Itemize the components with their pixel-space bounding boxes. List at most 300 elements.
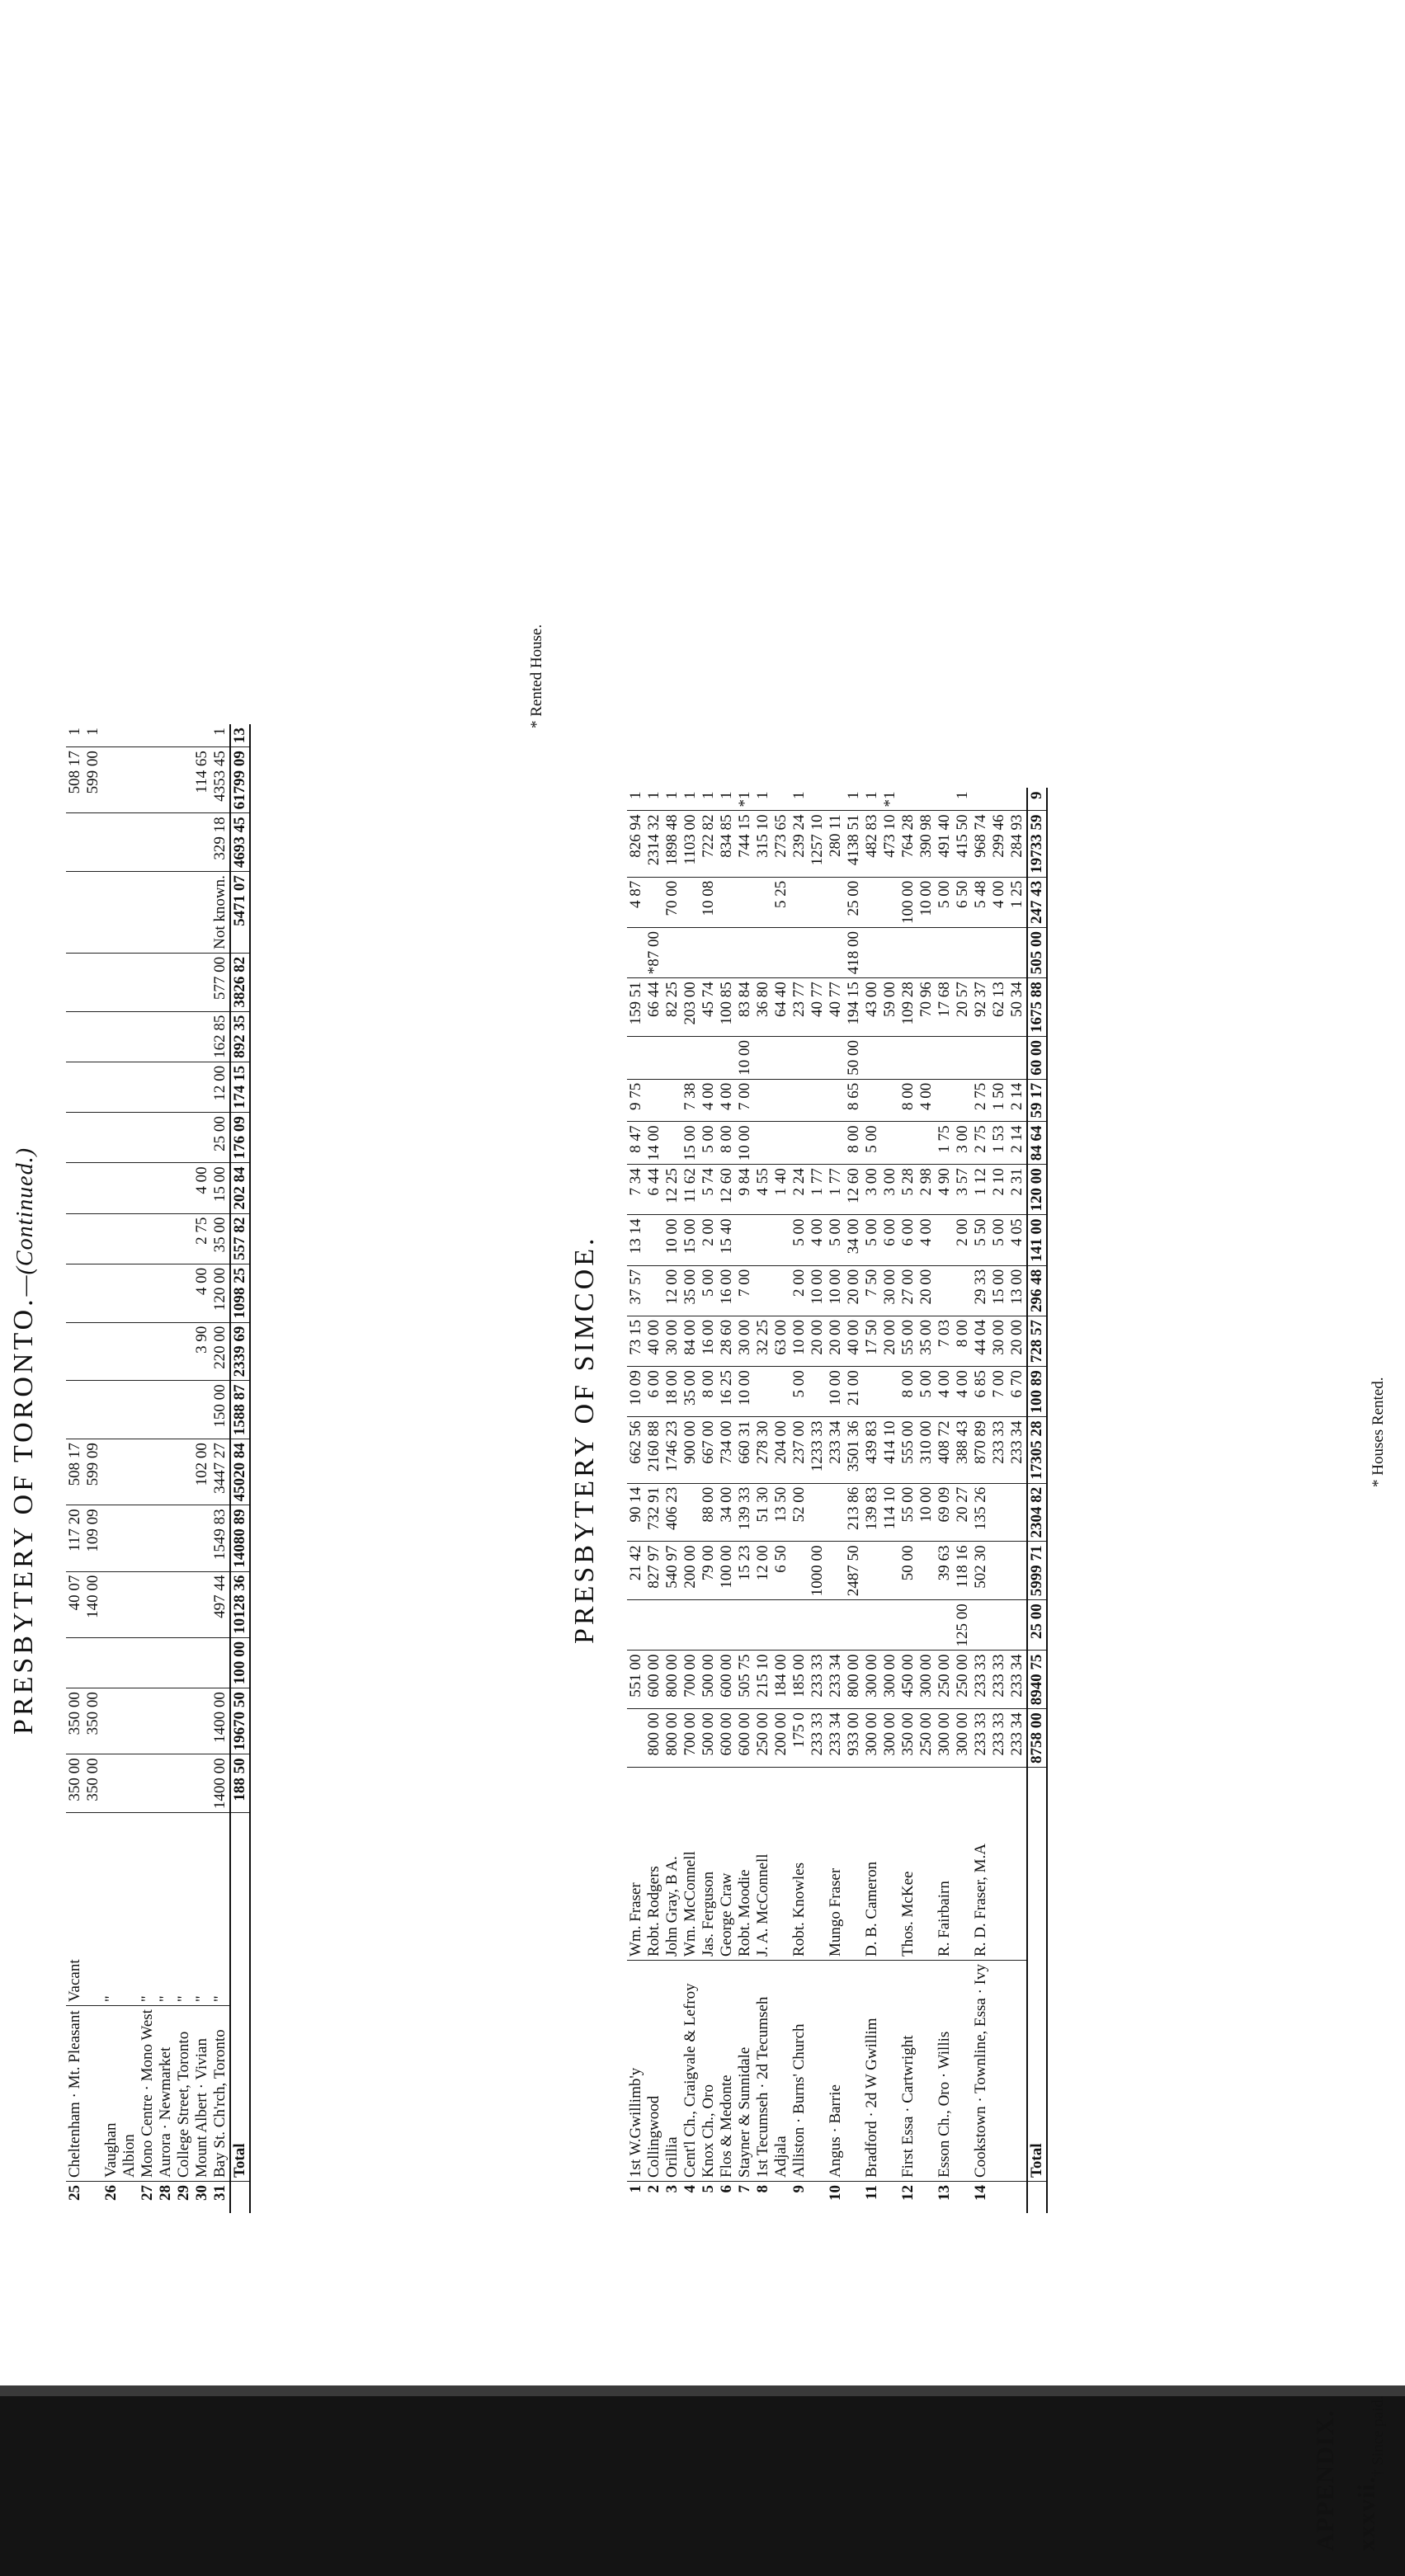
amount-cell: 200 00 [681,1542,700,1600]
amount-cell: 1103 00 [681,811,700,877]
amount-cell [102,1062,120,1112]
amount-cell: 284 93 [1008,811,1027,877]
congregation-cell: College Street, Toronto [175,2006,193,2182]
amount-cell: 233 34 [827,1651,845,1709]
amount-cell: 390 98 [917,811,936,877]
amount-cell: 551 00 [627,1651,645,1709]
table-row [66,724,84,2213]
total-cell: 141 00 [1027,1215,1047,1265]
amount-cell: 51 30 [754,1483,772,1542]
congregation-cell: Esson Ch., Oro · Willis [936,1960,954,2181]
amount-cell: 7 00 [736,1079,754,1122]
amount-cell: 18 00 [663,1367,681,1417]
amount-cell: 12 00 [754,1542,772,1600]
amount-cell: 700 00 [681,1651,700,1709]
total-cell: 60 00 [1027,1036,1047,1079]
amount-cell [627,927,645,977]
total-cell: 728 57 [1027,1316,1047,1366]
amount-cell: 125 00 [954,1600,972,1651]
amount-cell [102,872,120,954]
amount-cell: 300 00 [863,1651,881,1709]
amount-cell: 233 33 [990,1417,1008,1483]
amount-cell [881,877,899,927]
congregation-cell: Flos & Medonte [718,1960,736,2181]
amount-cell: 1 [863,788,881,811]
congregation-cell [1008,1960,1027,2181]
amount-cell: 40 77 [809,978,827,1037]
minister-cell: Robt. Rodgers [645,1767,663,1960]
amount-cell: 3501 36 [845,1417,863,1483]
amount-cell [863,927,881,977]
amount-cell: 500 00 [700,1651,718,1709]
amount-cell: 1 [627,788,645,811]
amount-cell [809,1483,827,1542]
amount-cell [881,927,899,977]
amount-cell: 83 84 [736,978,754,1037]
amount-cell: 32 25 [754,1316,772,1366]
amount-cell [66,1163,84,1213]
amount-cell [102,724,120,747]
amount-cell: 10 08 [700,877,718,927]
amount-cell [827,1483,845,1542]
amount-cell [102,1571,120,1637]
amount-cell: 1 77 [809,1165,827,1215]
table-row [120,724,139,2213]
amount-cell: 800 00 [645,1709,663,1768]
amount-cell: 3 00 [863,1165,881,1215]
amount-cell: 415 50 [954,811,972,877]
minister-cell: Vacant [66,1813,84,2006]
amount-cell: 10 00 [736,1367,754,1417]
amount-cell: 15 00 [681,1215,700,1265]
amount-cell [754,877,772,927]
amount-cell: 497 44 [211,1571,230,1637]
amount-cell: 69 09 [936,1483,954,1542]
amount-cell: 1 77 [827,1165,845,1215]
amount-cell: 1 [754,788,772,811]
amount-cell: 1 53 [990,1122,1008,1165]
amount-cell: 16 00 [718,1265,736,1316]
congregation-cell [84,2006,102,2182]
table-row [84,724,102,2213]
amount-cell [899,927,917,977]
total-blank [1027,2182,1047,2214]
total-cell: 61799 09 [230,747,250,813]
congregation-cell: Angus · Barrie [827,1960,845,2181]
amount-cell: 1 12 [972,1165,990,1215]
total-row [1027,788,1047,2213]
amount-cell [66,1062,84,1112]
amount-cell: 109 09 [84,1505,102,1571]
amount-cell [827,877,845,927]
table-row [809,788,827,2213]
amount-cell: 12 25 [663,1165,681,1215]
amount-cell [718,927,736,977]
total-cell: 100 89 [1027,1367,1047,1417]
table-row [700,788,718,2213]
amount-cell: 491 40 [936,811,954,877]
amount-cell: 90 14 [627,1483,645,1542]
row-number: 13 [936,2185,953,2201]
minister-cell [1008,1767,1027,1960]
amount-cell [936,1036,954,1079]
total-cell: 5999 71 [1027,1542,1047,1600]
minister-cell: Thos. McKee [899,1767,917,1960]
amount-cell: 2 75 [972,1122,990,1165]
amount-cell [84,1062,102,1112]
congregation-cell [954,1960,972,2181]
amount-cell [754,1215,772,1265]
congregation-cell: Orillia [663,1960,681,2181]
row-number [1008,2182,1027,2214]
amount-cell [193,1062,211,1112]
congregation-cell: Alliston · Burns' Church [790,1960,809,2181]
amount-cell: 350 00 [84,1688,102,1754]
amount-cell [193,724,211,747]
amount-cell: 17 50 [863,1316,881,1366]
amount-cell: 39 63 [936,1542,954,1600]
amount-cell: 1 [66,724,84,747]
minister-cell [917,1767,936,1960]
amount-cell: 50 00 [899,1542,917,1600]
amount-cell: 2 75 [972,1079,990,1122]
amount-cell: 30 00 [881,1265,899,1316]
amount-cell [827,1122,845,1165]
amount-cell: 8 00 [899,1079,917,1122]
amount-cell: 220 00 [211,1322,230,1381]
amount-cell [790,1600,809,1651]
amount-cell: 20 00 [827,1316,845,1366]
amount-cell [139,813,157,872]
amount-cell [936,788,954,811]
amount-cell: 250 00 [917,1709,936,1768]
amount-cell: 7 03 [936,1316,954,1366]
amount-cell: 667 00 [700,1417,718,1483]
amount-cell: 10 00 [917,1483,936,1542]
amount-cell: 52 00 [790,1483,809,1542]
amount-cell [157,1637,175,1688]
amount-cell: 30 00 [663,1316,681,1366]
total-cell: 4693 45 [230,813,250,872]
amount-cell [102,1322,120,1381]
amount-cell: 660 31 [736,1417,754,1483]
amount-cell [700,1036,718,1079]
amount-cell: 7 00 [990,1367,1008,1417]
amount-cell: 203 00 [681,978,700,1037]
row-number: 25 [66,2185,83,2201]
simcoe-rented-note: * Houses Rented. [1370,1377,1387,1487]
total-cell: 25 00 [1027,1600,1047,1651]
amount-cell: 44 04 [972,1316,990,1366]
amount-cell [881,1036,899,1079]
row-number: 2 [645,2185,662,2193]
amount-cell [157,872,175,954]
amount-cell: 35 00 [681,1265,700,1316]
amount-cell [193,813,211,872]
congregation-cell [917,1960,936,2181]
page-number: xxxvii. [1353,2475,1380,2551]
amount-cell: 1257 10 [809,811,827,877]
amount-cell [120,872,139,954]
amount-cell [772,1265,790,1316]
total-cell: 505 00 [1027,927,1047,977]
row-number: 26 [102,2185,120,2201]
amount-cell: 388 43 [954,1417,972,1483]
row-number [120,2182,139,2214]
amount-cell: 70 00 [663,877,681,927]
minister-cell: " [139,1813,157,2006]
amount-cell: 36 80 [754,978,772,1037]
table-row [917,788,936,2213]
amount-cell: 35 00 [681,1367,700,1417]
amount-cell [193,1571,211,1637]
row-number: 10 [827,2185,844,2201]
amount-cell [790,1122,809,1165]
amount-cell: 92 37 [972,978,990,1037]
amount-cell: 5 00 [990,1215,1008,1265]
amount-cell [139,747,157,813]
row-number: 30 [193,2185,210,2201]
total-cell: 2339 69 [230,1322,250,1381]
amount-cell: 88 00 [700,1483,718,1542]
amount-cell: 508 17 [66,747,84,813]
amount-cell: 27 00 [899,1265,917,1316]
amount-cell: 1549 83 [211,1505,230,1571]
congregation-cell: Knox Ch., Oro [700,1960,718,2181]
table-row [211,724,230,2213]
amount-cell [990,1036,1008,1079]
amount-cell: 2 00 [954,1215,972,1265]
amount-cell [809,1367,827,1417]
amount-cell [139,1505,157,1571]
amount-cell: 505 75 [736,1651,754,1709]
amount-cell [102,1381,120,1439]
amount-cell [120,747,139,813]
table-row [954,788,972,2213]
amount-cell [139,1322,157,1381]
total-cell: 13 [230,724,250,747]
amount-cell [790,1036,809,1079]
amount-cell [120,1571,139,1637]
amount-cell: 233 33 [809,1651,827,1709]
amount-cell [917,1600,936,1651]
minister-cell: " [193,1813,211,2006]
amount-cell [1008,1483,1027,1542]
amount-cell: 15 23 [736,1542,754,1600]
amount-cell: 10 00 [736,1036,754,1079]
amount-cell [102,953,120,1011]
amount-cell [120,1213,139,1264]
amount-cell [193,1754,211,1813]
amount-cell: 5 00 [863,1122,881,1165]
row-number: 27 [139,2185,156,2201]
amount-cell [139,1113,157,1163]
amount-cell [102,1439,120,1505]
amount-cell: 329 18 [211,813,230,872]
congregation-cell: Collingwood [645,1960,663,2181]
amount-cell [663,1600,681,1651]
toronto-table [66,724,251,2213]
amount-cell: 1 [211,724,230,747]
amount-cell: 300 00 [917,1651,936,1709]
amount-cell: 21 00 [845,1367,863,1417]
amount-cell [627,1036,645,1079]
amount-cell [175,747,193,813]
amount-cell [66,1264,84,1322]
amount-cell [954,1079,972,1122]
amount-cell: 62 13 [990,978,1008,1037]
amount-cell: 15 40 [718,1215,736,1265]
amount-cell [827,1600,845,1651]
table-row [863,788,881,2213]
row-number: 11 [863,2185,880,2200]
amount-cell [936,1079,954,1122]
amount-cell: 7 00 [736,1265,754,1316]
minister-cell: Robt. Moodie [736,1767,754,1960]
amount-cell [936,1215,954,1265]
amount-cell: 5 00 [790,1367,809,1417]
amount-cell [827,927,845,977]
amount-cell: 508 17 [66,1439,84,1505]
row-number: 9 [790,2185,808,2193]
amount-cell: 1 [954,788,972,811]
amount-cell [157,1688,175,1754]
amount-cell: 9 84 [736,1165,754,1215]
amount-cell [175,724,193,747]
amount-cell [899,1600,917,1651]
amount-cell [663,1122,681,1165]
amount-cell [120,1505,139,1571]
amount-cell [193,953,211,1011]
total-cell: 188 50 [230,1754,250,1813]
amount-cell [139,724,157,747]
amount-cell: 13 50 [772,1483,790,1542]
amount-cell [954,927,972,977]
table-row [681,788,700,2213]
amount-cell: 20 00 [845,1265,863,1316]
amount-cell [809,927,827,977]
amount-cell [84,1381,102,1439]
amount-cell [102,1011,120,1062]
minister-cell: R. Fairbairn [936,1767,954,1960]
amount-cell: 20 27 [954,1483,972,1542]
amount-cell: 4353 45 [211,747,230,813]
amount-cell [827,788,845,811]
amount-cell: 139 33 [736,1483,754,1542]
amount-cell [120,724,139,747]
amount-cell [917,927,936,977]
amount-cell: 10 00 [663,1215,681,1265]
total-cell: 174 15 [230,1062,250,1112]
amount-cell: 109 28 [899,978,917,1037]
total-blank [230,2182,250,2214]
amount-cell: 59 00 [881,978,899,1037]
amount-cell: 473 10 [881,811,899,877]
amount-cell: 20 00 [809,1316,827,1366]
amount-cell: 213 86 [845,1483,863,1542]
amount-cell [990,927,1008,977]
amount-cell [84,1264,102,1322]
total-cell: 59 17 [1027,1079,1047,1122]
amount-cell [175,1505,193,1571]
minister-cell: D. B. Cameron [863,1767,881,1960]
amount-cell [84,1213,102,1264]
amount-cell [139,953,157,1011]
row-number: 5 [700,2185,717,2193]
amount-cell [157,1213,175,1264]
amount-cell [66,953,84,1011]
amount-cell: 2 00 [790,1265,809,1316]
minister-cell [954,1767,972,1960]
amount-cell [681,877,700,927]
amount-cell: 599 09 [84,1439,102,1505]
total-label: Total [230,1813,250,2182]
total-cell: 1675 88 [1027,978,1047,1037]
amount-cell: 233 34 [827,1709,845,1768]
amount-cell: 45 74 [700,978,718,1037]
amount-cell: 4 90 [936,1165,954,1215]
minister-cell: J. A. McConnell [754,1767,772,1960]
amount-cell: 5 00 [917,1367,936,1417]
amount-cell [157,1062,175,1112]
table-row [845,788,863,2213]
table-row [157,724,175,2213]
amount-cell: 6 50 [772,1542,790,1600]
row-number: 31 [211,2185,229,2201]
total-cell: 2304 82 [1027,1483,1047,1542]
amount-cell [681,1036,700,1079]
table-row [936,788,954,2213]
amount-cell [175,1213,193,1264]
amount-cell: 3447 27 [211,1439,230,1505]
amount-cell [175,1113,193,1163]
amount-cell: 16 25 [718,1367,736,1417]
table-row [175,724,193,2213]
amount-cell: 239 24 [790,811,809,877]
amount-cell [193,1688,211,1754]
amount-cell: 6 50 [954,877,972,927]
amount-cell [102,747,120,813]
congregation-cell: Stayner & Sunnidale [736,1960,754,2181]
amount-cell [809,877,827,927]
amount-cell [84,872,102,954]
table-row [772,788,790,2213]
amount-cell: 6 00 [645,1367,663,1417]
amount-cell: 11 62 [681,1165,700,1215]
amount-cell [66,1011,84,1062]
amount-cell [157,1264,175,1322]
amount-cell: 8 65 [845,1079,863,1122]
amount-cell [754,1265,772,1316]
table-row [736,788,754,2213]
amount-cell [627,1600,645,1651]
amount-cell: 315 10 [754,811,772,877]
total-row [230,724,250,2213]
amount-cell: 8 00 [954,1316,972,1366]
congregation-cell: Cookstown · Townline, Essa · Ivy [972,1960,990,2181]
amount-cell [157,813,175,872]
toronto-rented-note: * Rented House. [528,624,545,728]
amount-cell [718,1036,736,1079]
minister-cell: Jas. Ferguson [700,1767,718,1960]
amount-cell [84,953,102,1011]
amount-cell: 1 [645,788,663,811]
minister-cell [845,1767,863,1960]
amount-cell [899,1122,917,1165]
amount-cell: 233 33 [972,1709,990,1768]
amount-cell [990,1600,1008,1651]
amount-cell: 5 00 [700,1265,718,1316]
